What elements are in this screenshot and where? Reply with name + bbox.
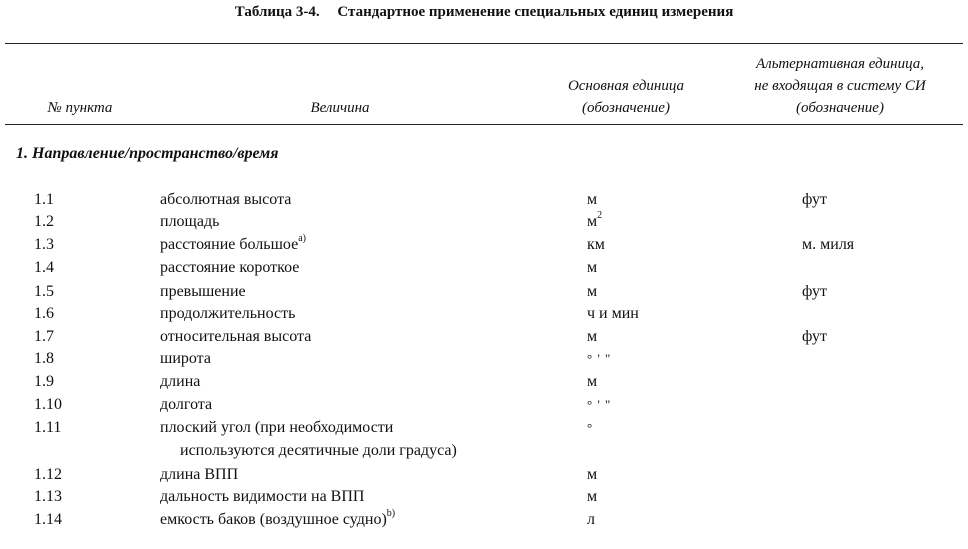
row-alt-unit: фут — [802, 283, 827, 300]
section-heading: 1. Направление/пространство/время — [16, 145, 279, 162]
row-quantity-continuation: используются десятичные доли градуса) — [180, 442, 457, 459]
header-primary-line1: Основная единица — [567, 78, 685, 94]
row-number: 1.2 — [34, 213, 54, 230]
footnote-marker: a) — [298, 233, 306, 244]
row-number: 1.9 — [34, 373, 54, 390]
footnote-marker: b) — [386, 508, 396, 519]
row-primary-unit: м — [587, 466, 598, 483]
header-alternative — [722, 53, 958, 119]
row-alt-unit: фут — [802, 191, 827, 208]
row-primary-unit: м — [587, 328, 598, 345]
table-row — [0, 485, 968, 508]
row-number: 1.1 — [34, 191, 54, 208]
unit-exponent: 2 — [597, 210, 603, 221]
row-quantity: дальность видимости на ВПП — [160, 488, 365, 505]
row-number: 1.5 — [34, 283, 54, 300]
row-number: 1.3 — [34, 236, 54, 253]
header-num: № пункта — [47, 100, 113, 116]
table-row — [0, 256, 968, 279]
table-row — [0, 302, 968, 325]
row-alt-unit: фут — [802, 328, 827, 345]
row-primary-unit: км — [587, 236, 605, 253]
table-row — [0, 233, 968, 256]
row-quantity: широта — [160, 350, 211, 367]
row-quantity: площадь — [160, 213, 220, 230]
table-row — [0, 393, 968, 416]
row-quantity: расстояние короткое — [160, 259, 300, 276]
row-number: 1.14 — [34, 511, 62, 528]
row-number: 1.10 — [34, 396, 62, 413]
row-quantity: абсолютная высота — [160, 191, 292, 208]
row-number: 1.11 — [34, 419, 62, 436]
header-primary — [540, 75, 712, 119]
degree-symbols: ° — [587, 420, 594, 435]
row-primary-unit: м — [587, 259, 598, 276]
row-primary-unit: м — [587, 283, 598, 300]
header-alt-line1: Альтернативная единица, — [755, 56, 925, 72]
header-rule — [5, 124, 963, 125]
table-row — [0, 463, 968, 486]
row-alt-unit: м. миля — [802, 236, 855, 253]
row-quantity: продолжительность — [160, 305, 296, 322]
row-primary-unit: л — [587, 511, 595, 528]
row-quantity: превышение — [160, 283, 246, 300]
header-quantity: Величина — [310, 100, 370, 116]
row-number: 1.4 — [34, 259, 54, 276]
row-number: 1.12 — [34, 466, 62, 483]
row-number: 1.6 — [34, 305, 54, 322]
row-number: 1.8 — [34, 350, 54, 367]
row-primary-unit: ч и мин — [587, 305, 639, 322]
table-row — [0, 325, 968, 348]
row-quantity: долгота — [160, 396, 213, 413]
row-primary-unit: м — [587, 488, 598, 505]
header-alt-line3: (обозначение) — [796, 100, 884, 116]
row-primary-unit: м — [587, 373, 598, 390]
table-row — [0, 188, 968, 211]
table-row — [0, 347, 968, 370]
table-row — [0, 508, 968, 531]
top-rule — [5, 43, 963, 44]
table-title — [0, 4, 968, 21]
table-row — [0, 280, 968, 303]
row-quantity: емкость баков (воздушное судно)$^{b)}$ — [160, 508, 396, 528]
row-quantity: длина — [160, 373, 201, 390]
table-row — [0, 416, 968, 439]
row-quantity: длина ВПП — [160, 466, 239, 483]
table-row — [0, 210, 968, 233]
row-number: 1.13 — [34, 488, 62, 505]
table-row — [0, 370, 968, 393]
degree-symbols: ° ' " — [587, 397, 612, 412]
row-primary-unit: м — [587, 191, 598, 208]
header-alt-line2: не входящая в систему СИ — [754, 78, 926, 94]
row-quantity: плоский угол (при необходимости — [160, 419, 394, 436]
degree-symbols: ° ' " — [587, 351, 612, 366]
row-quantity: относительная высота — [160, 328, 312, 345]
header-primary-line2: (обозначение) — [582, 100, 670, 116]
table-number: Таблица 3-4. — [234, 4, 320, 20]
row-number: 1.7 — [34, 328, 54, 345]
row-quantity: расстояние большое$^{a)}$ — [160, 233, 306, 253]
row-primary-unit: $м^2$ — [587, 210, 603, 230]
table-caption: Стандартное применение специальных единиц измерения — [337, 4, 734, 20]
